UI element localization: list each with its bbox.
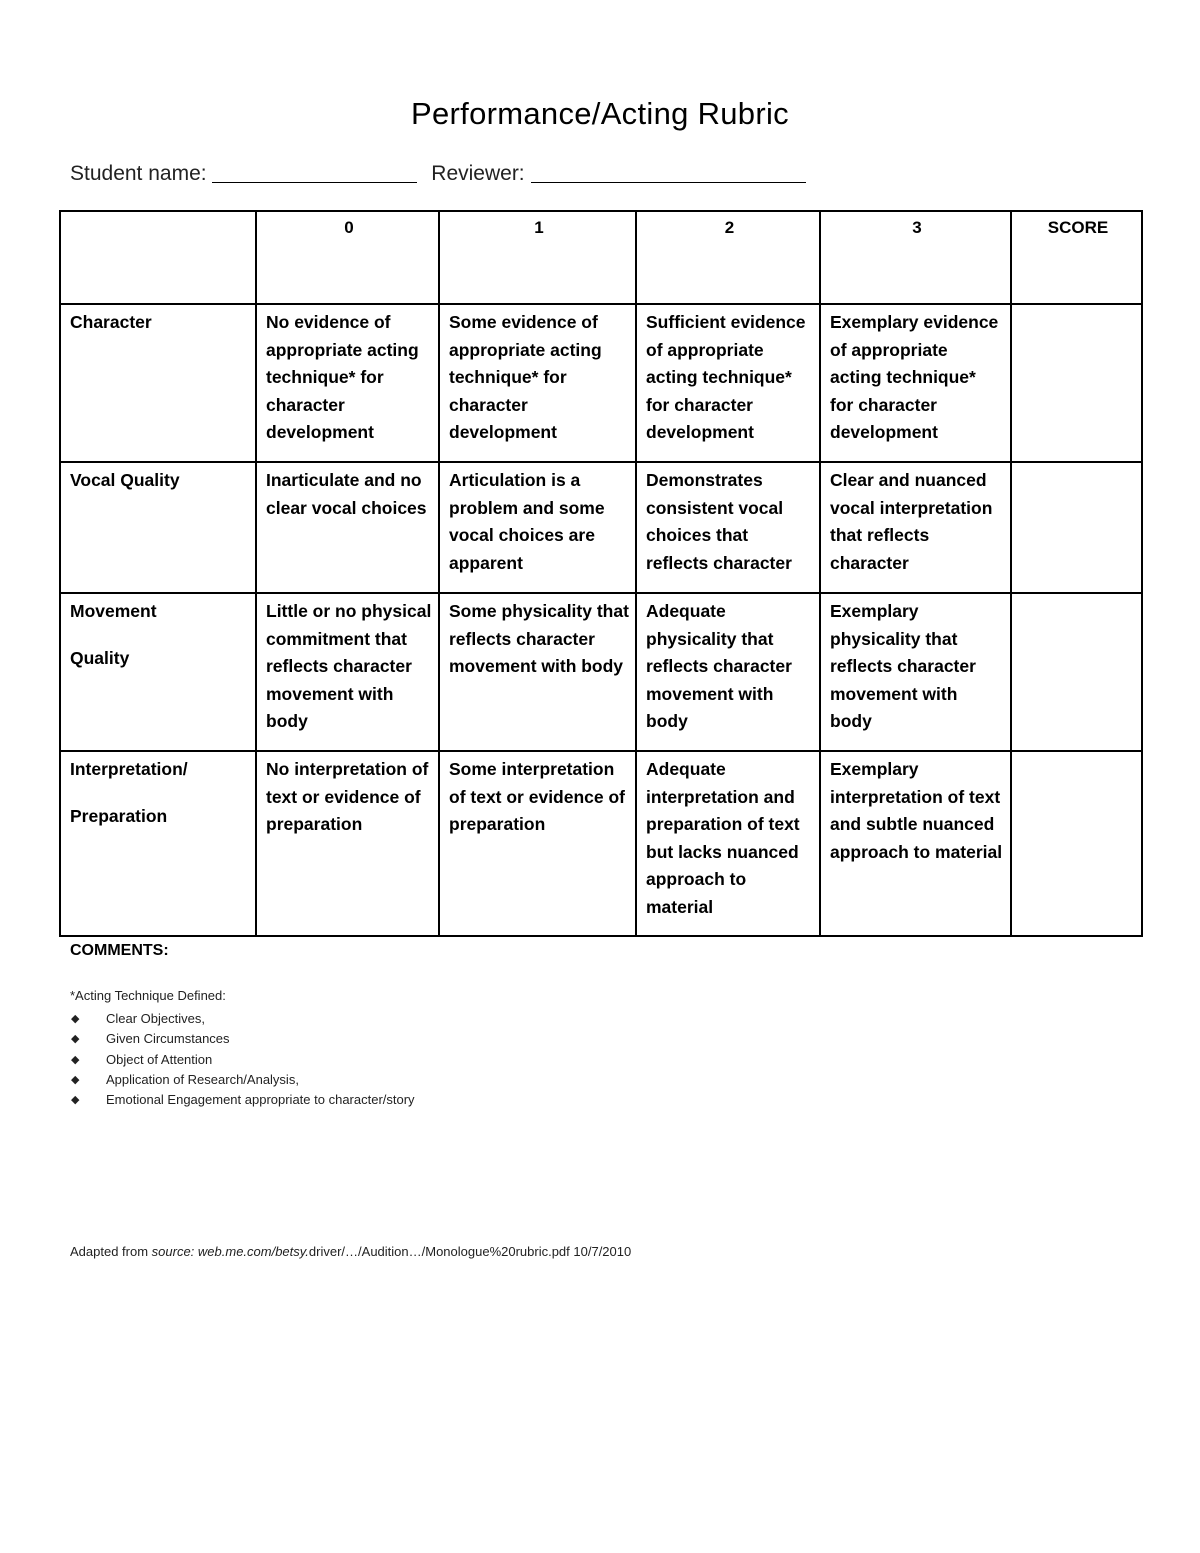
score-cell[interactable]: [1011, 304, 1142, 462]
level-cell: Exemplary physicality that reflects character movement with body: [820, 593, 1011, 751]
header-cell-level-2: 2: [636, 211, 820, 304]
source-citation: [70, 1244, 631, 1259]
diamond-bullet-icon: ◆: [71, 1013, 80, 1025]
list-item: [70, 1070, 415, 1090]
header-cell-level-0: 0: [256, 211, 439, 304]
header-cell-category: [60, 211, 256, 304]
level-cell: Sufficient evidence of appropriate acting technique* for character development: [636, 304, 820, 462]
diamond-bullet-icon: ◆: [71, 1073, 80, 1086]
level-cell: Little or no physical commitment that reflects character movement with body: [256, 593, 439, 751]
level-cell: Inarticulate and no clear vocal choices: [256, 462, 439, 593]
level-cell: No interpretation of text or evidence of preparation: [256, 751, 439, 936]
level-cell: Demonstrates consistent vocal choices that reflects character: [636, 462, 820, 593]
category-label: Character: [70, 312, 152, 332]
table-row: [60, 462, 1142, 593]
level-cell: Adequate physicality that reflects character movement with body: [636, 593, 820, 751]
list-item-text: Emotional Engagement appropriate to character/story: [106, 1092, 415, 1108]
table-row: [60, 593, 1142, 751]
level-cell: Some interpretation of text or evidence of preparation: [439, 751, 636, 936]
category-label: Quality: [70, 647, 130, 668]
score-cell[interactable]: [1011, 751, 1142, 936]
score-cell[interactable]: [1011, 462, 1142, 593]
level-cell: No evidence of appropriate acting technique* for character development: [256, 304, 439, 462]
category-cell: [60, 751, 256, 936]
header-cell-score: SCORE: [1011, 211, 1142, 304]
list-item-text: Given Circumstances: [106, 1031, 230, 1047]
category-label: Vocal Quality: [70, 470, 180, 490]
list-item-text: Clear Objectives,: [106, 1011, 205, 1026]
category-cell: [60, 462, 256, 593]
diamond-bullet-icon: ◆: [71, 1033, 80, 1046]
source-rest: driver/…/Audition…/Monologue%20rubric.pdf 10/7/2010: [308, 1244, 632, 1259]
category-cell: [60, 593, 256, 751]
level-cell: Exemplary evidence of appropriate acting technique* for character development: [820, 304, 1011, 462]
list-item: [70, 1009, 415, 1029]
level-cell: Clear and nuanced vocal interpretation that reflects character: [820, 462, 1011, 593]
student-name-field[interactable]: [212, 164, 417, 183]
page-title: Performance/Acting Rubric: [411, 96, 789, 131]
level-cell: Adequate interpretation and preparation of text but lacks nuanced approach to material: [636, 751, 820, 936]
header-cell-level-3: 3: [820, 211, 1011, 304]
reviewer-field[interactable]: [531, 164, 806, 183]
technique-list: [70, 1009, 415, 1110]
level-cell: Articulation is a problem and some vocal choices are apparent: [439, 462, 636, 593]
rubric-header-row: [60, 211, 1142, 304]
comments-label: COMMENTS:: [70, 942, 169, 959]
diamond-bullet-icon: ◆: [71, 1053, 80, 1066]
list-item-text: Object of Attention: [106, 1051, 213, 1067]
score-cell[interactable]: [1011, 593, 1142, 751]
source-prefix: Adapted from: [70, 1244, 152, 1259]
header-fields: [70, 162, 806, 186]
category-label: Movement: [70, 601, 157, 621]
level-cell: Exemplary interpretation of text and subtle nuanced approach to material: [820, 751, 1011, 936]
category-label: Preparation: [70, 805, 168, 826]
category-label: Interpretation/: [70, 759, 188, 779]
header-cell-level-1: 1: [439, 211, 636, 304]
source-italic: source: web.me.com/betsy.: [151, 1244, 309, 1259]
rubric-table: [59, 210, 1143, 937]
reviewer-label: Reviewer:: [431, 162, 525, 185]
student-name-label: Student name:: [70, 162, 207, 185]
list-item: [70, 1029, 415, 1049]
list-item-text: Application of Research/Analysis,: [106, 1071, 299, 1087]
category-cell: [60, 304, 256, 462]
technique-heading: *Acting Technique Defined:: [70, 988, 226, 1003]
list-item: [70, 1090, 415, 1110]
table-row: [60, 304, 1142, 462]
level-cell: Some evidence of appropriate acting technique* for character development: [439, 304, 636, 462]
list-item: [70, 1050, 415, 1070]
table-row: [60, 751, 1142, 936]
diamond-bullet-icon: ◆: [71, 1094, 80, 1107]
level-cell: Some physicality that reflects character movement with body: [439, 593, 636, 751]
